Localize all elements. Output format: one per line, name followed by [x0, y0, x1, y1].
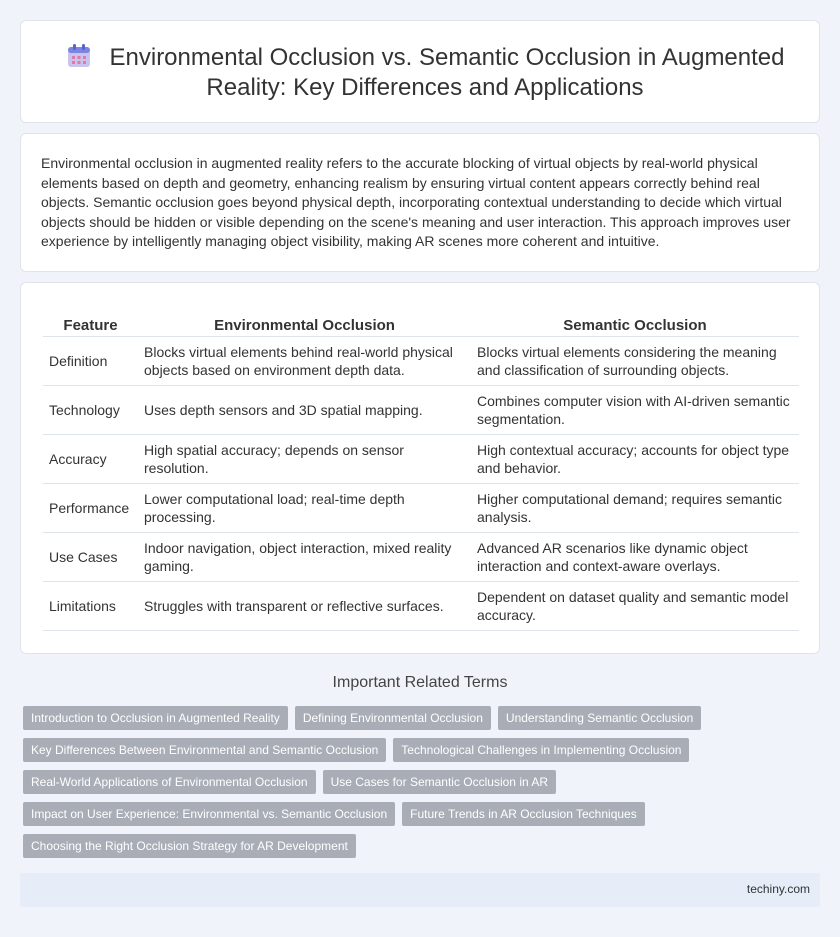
header-environmental: Environmental Occlusion: [138, 315, 471, 337]
row-feature: Definition: [43, 337, 138, 386]
row-environmental: Uses depth sensors and 3D spatial mapping.: [138, 386, 471, 435]
related-terms-heading: Important Related Terms: [332, 674, 508, 691]
calendar-icon: [66, 43, 92, 69]
table-row: [43, 435, 799, 484]
row-feature: Use Cases: [43, 533, 138, 582]
tag-row: [23, 770, 723, 794]
header-semantic: Semantic Occlusion: [471, 315, 799, 337]
intro-paragraph: Environmental occlusion in augmented reality refers to the accurate blocking of virtual objects by real-world physical elements based on depth and geometry, enhancing realism by ensuring virtual content appears correctly behind real objects. Semantic occlusion goes beyond physical depth, incorporating contextual understanding to decide which virtual objects should be hidden or visible depending on the scene's meaning and user interaction. This approach improves user experience by intelligently managing object visibility, making AR scenes more coherent and intuitive.: [41, 155, 791, 250]
table-row: [43, 533, 799, 582]
related-term-tag[interactable]: Real-World Applications of Environmental Occlusion: [23, 770, 316, 794]
row-environmental: Lower computational load; real-time depth processing.: [138, 484, 471, 533]
title-card: [20, 20, 820, 123]
related-term-tag[interactable]: Key Differences Between Environmental and Semantic Occlusion: [23, 738, 386, 762]
page-title-wrap: [61, 43, 789, 103]
related-term-tag[interactable]: Introduction to Occlusion in Augmented Reality: [23, 706, 288, 730]
row-feature: Technology: [43, 386, 138, 435]
tag-row: [23, 706, 723, 730]
related-term-tag[interactable]: Future Trends in AR Occlusion Techniques: [402, 802, 645, 826]
row-feature: Accuracy: [43, 435, 138, 484]
row-semantic: Higher computational demand; requires semantic analysis.: [471, 484, 799, 533]
row-feature: Limitations: [43, 582, 138, 631]
related-term-tag[interactable]: Choosing the Right Occlusion Strategy for AR Development: [23, 834, 356, 858]
related-term-tag[interactable]: Technological Challenges in Implementing Occlusion: [393, 738, 689, 762]
row-environmental: Struggles with transparent or reflective surfaces.: [138, 582, 471, 631]
tag-row: [23, 834, 723, 858]
comparison-table: [43, 315, 799, 631]
related-term-tag[interactable]: Use Cases for Semantic Occlusion in AR: [323, 770, 556, 794]
tag-row: [23, 802, 723, 826]
intro-card: [20, 133, 820, 272]
table-row: [43, 484, 799, 533]
table-row: [43, 582, 799, 631]
tag-row: [23, 738, 723, 762]
row-feature: Performance: [43, 484, 138, 533]
related-term-tag[interactable]: Understanding Semantic Occlusion: [498, 706, 701, 730]
row-environmental: Blocks virtual elements behind real-world physical objects based on environment depth data.: [138, 337, 471, 386]
related-term-tag[interactable]: Impact on User Experience: Environmental vs. Semantic Occlusion: [23, 802, 395, 826]
related-terms-list: [23, 706, 723, 866]
footer-site-link[interactable]: techiny.com: [746, 882, 810, 896]
table-row: [43, 386, 799, 435]
header-feature: Feature: [43, 315, 138, 337]
row-environmental: High spatial accuracy; depends on sensor resolution.: [138, 435, 471, 484]
row-semantic: Blocks virtual elements considering the meaning and classification of surrounding objects.: [471, 337, 799, 386]
related-term-tag[interactable]: Defining Environmental Occlusion: [295, 706, 491, 730]
row-semantic: High contextual accuracy; accounts for object type and behavior.: [471, 435, 799, 484]
table-row: [43, 337, 799, 386]
page-title: Environmental Occlusion vs. Semantic Occlusion in Augmented Reality: Key Differences and Applications: [109, 44, 785, 101]
row-environmental: Indoor navigation, object interaction, mixed reality gaming.: [138, 533, 471, 582]
row-semantic: Dependent on dataset quality and semantic model accuracy.: [471, 582, 799, 631]
row-semantic: Advanced AR scenarios like dynamic object interaction and context-aware overlays.: [471, 533, 799, 582]
table-header-row: [43, 315, 799, 337]
comparison-card: [20, 282, 820, 654]
row-semantic: Combines computer vision with AI-driven semantic segmentation.: [471, 386, 799, 435]
footer: [20, 873, 820, 907]
